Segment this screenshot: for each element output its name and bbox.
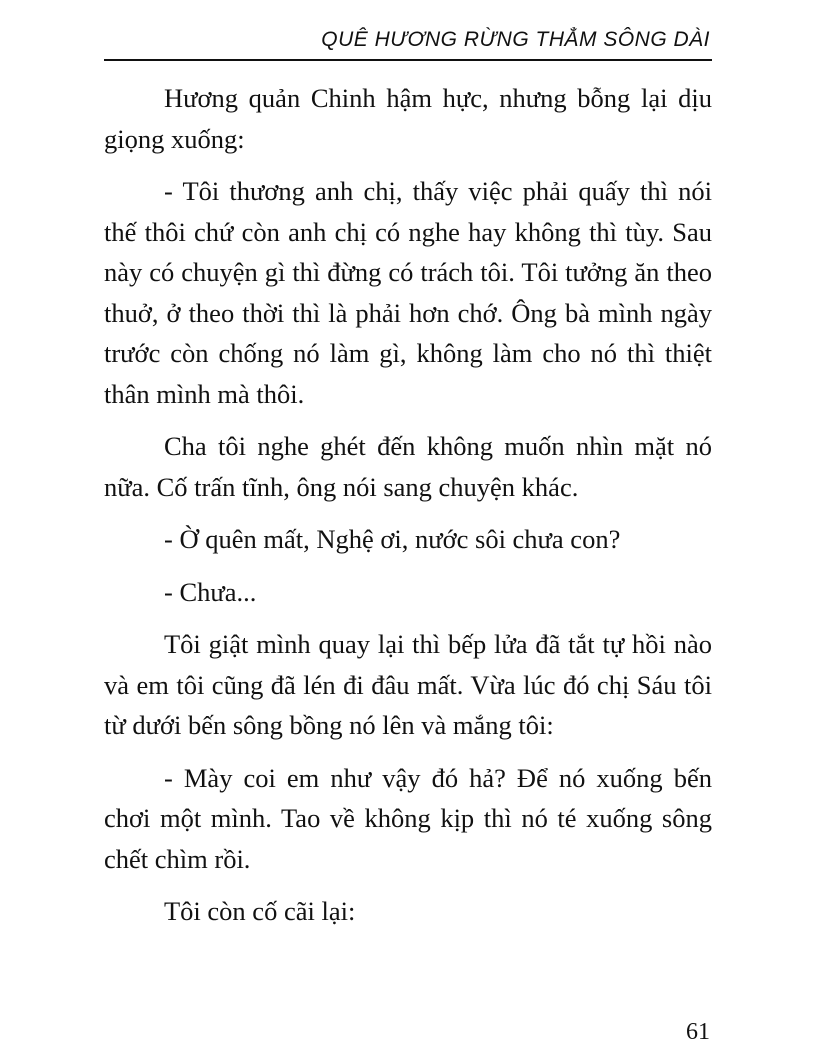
paragraph-5: - Chưa... xyxy=(164,576,257,607)
running-header-title: QUÊ HƯƠNG RỪNG THẲM SÔNG DÀI xyxy=(321,28,710,51)
paragraph-6: Tôi giật mình quay lại thì bếp lửa đã tắt tự hồi nào và em tôi cũng đã lén đi đâu mất. Vừa lúc đó chị Sáu tôi từ dưới bến sông bồng nó lên và mắng tôi: xyxy=(104,629,712,740)
page-number: 61 xyxy=(686,1019,710,1045)
body-text xyxy=(104,78,712,944)
header-divider xyxy=(104,59,712,61)
paragraph-4: - Ờ quên mất, Nghệ ơi, nước sôi chưa con? xyxy=(164,524,621,554)
paragraph-8: Tôi còn cố cãi lại: xyxy=(164,896,356,926)
paragraph-1: Hương quản Chinh hậm hực, nhưng bỗng lại dịu giọng xuống: xyxy=(104,83,712,154)
paragraph-2: - Tôi thương anh chị, thấy việc phải quấy thì nói thế thôi chứ còn anh chị có nghe hay không thì tùy. Sau này có chuyện gì thì đừng có trách tôi. Tôi tưởng ăn theo thuở, ở theo thời thì là phải hơn chớ. Ông bà mình ngày trước còn chống nó làm gì, không làm cho nó thì thiệt thân mình mà thôi. xyxy=(104,176,712,409)
paragraph-7: - Mày coi em như vậy đó hả? Để nó xuống bến chơi một mình. Tao về không kịp thì nó té xuống sông chết chìm rồi. xyxy=(104,762,712,874)
paragraph-3: Cha tôi nghe ghét đến không muốn nhìn mặt nó nữa. Cố trấn tĩnh, ông nói sang chuyện khác. xyxy=(104,431,712,502)
